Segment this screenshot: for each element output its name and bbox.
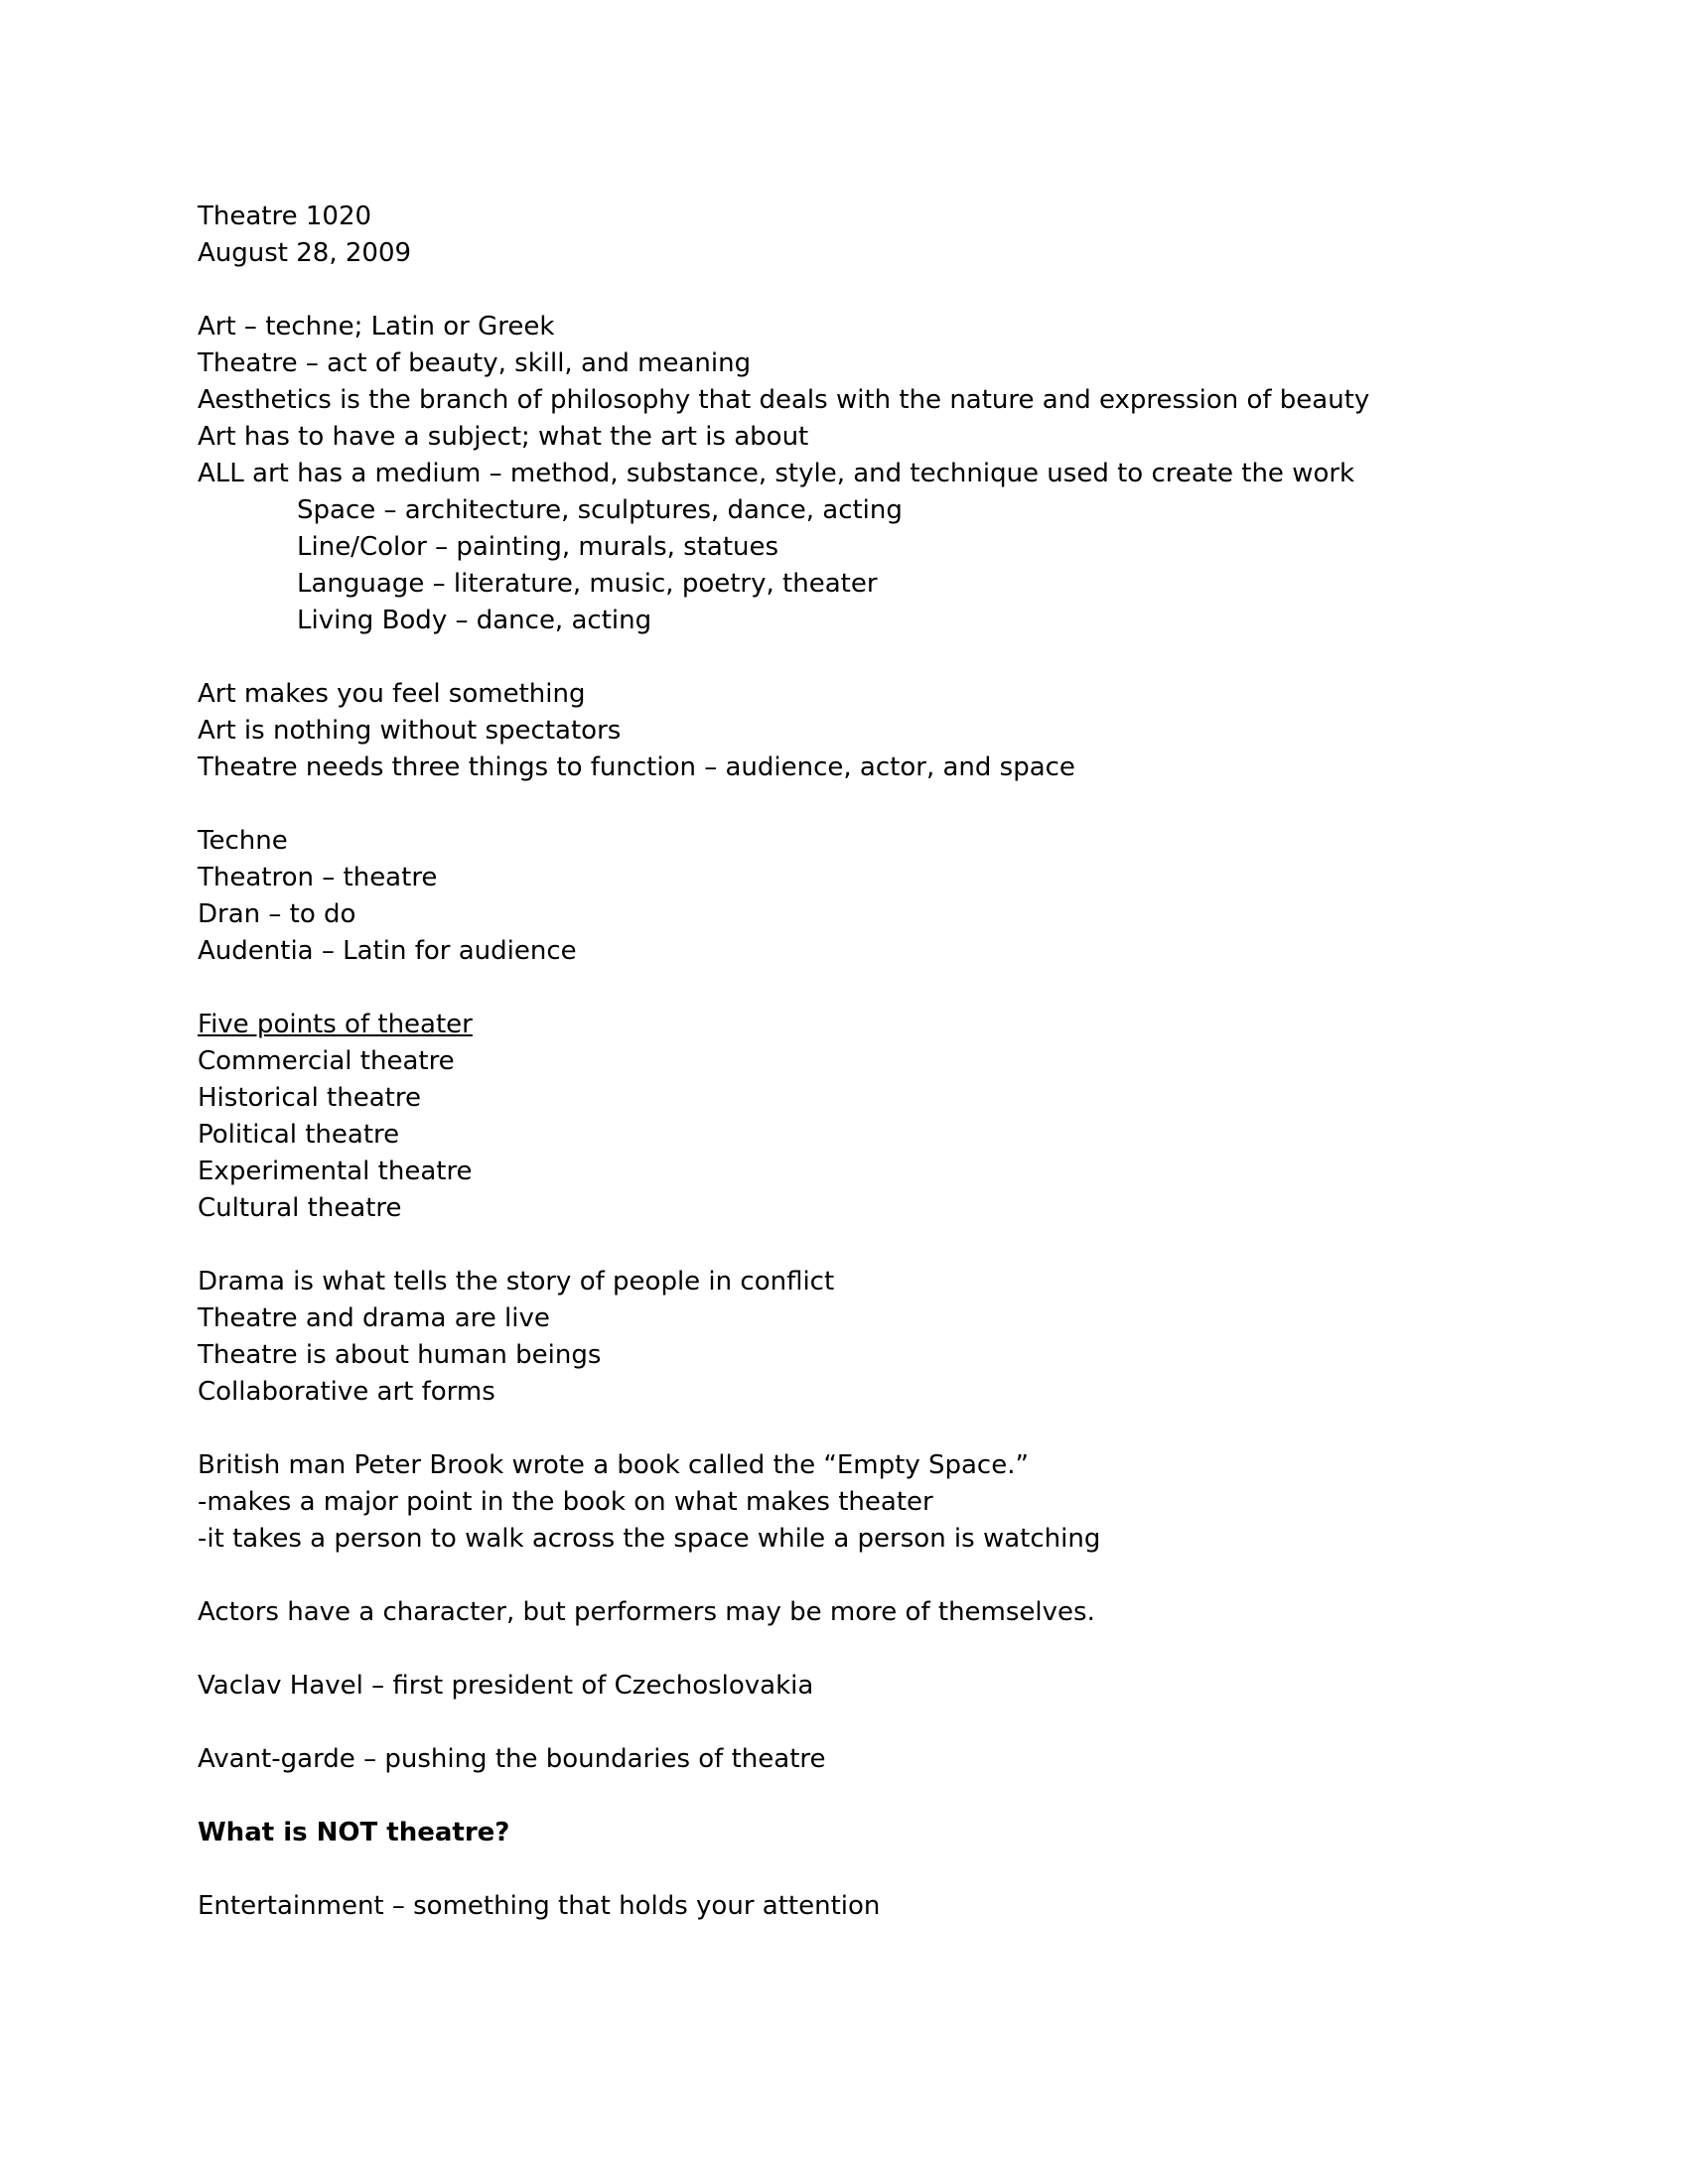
term-line: Dran – to do [198,899,356,929]
spacer [198,1778,1508,1815]
note-line: ALL art has a medium – method, substance, style, and technique used to create the work [198,459,1355,488]
spacer [198,1631,1508,1668]
spacer [198,1227,1508,1264]
note-line: Art – techne; Latin or Greek [198,312,555,341]
course-title: Theatre 1020 [198,202,372,231]
spacer [198,639,1508,676]
note-line: Theatre needs three things to function – audience, actor, and space [198,752,1075,782]
spacer [198,970,1508,1007]
medium-item: Line/Color – painting, murals, statues [297,532,779,562]
note-line: British man Peter Brook wrote a book called the “Empty Space.” [198,1450,1029,1480]
spacer [198,1851,1508,1888]
five-points-item: Commercial theatre [198,1046,455,1076]
medium-item: Language – literature, music, poetry, theater [297,569,878,599]
note-line: Avant-garde – pushing the boundaries of theatre [198,1744,826,1774]
note-line: Theatre and drama are live [198,1303,550,1333]
spacer [198,1411,1508,1447]
five-points-heading: Five points of theater [198,1010,473,1039]
term-line: Techne [198,826,288,856]
note-line: Art makes you feel something [198,679,586,709]
document-page [198,199,1508,1925]
note-line: Collaborative art forms [198,1377,495,1407]
spacer [198,1558,1508,1594]
note-line: Vaclav Havel – first president of Czechoslovakia [198,1671,814,1701]
note-line: -it takes a person to walk across the space while a person is watching [198,1524,1101,1554]
medium-item: Space – architecture, sculptures, dance, acting [297,495,903,525]
note-line: Aesthetics is the branch of philosophy that deals with the nature and expression of beauty [198,385,1370,415]
spacer [198,786,1508,823]
note-line: Entertainment – something that holds your attention [198,1891,881,1921]
note-line: Actors have a character, but performers may be more of themselves. [198,1597,1095,1627]
spacer [198,272,1508,309]
note-line: Art has to have a subject; what the art is about [198,422,809,452]
medium-item: Living Body – dance, acting [297,606,652,635]
note-line: Theatre – act of beauty, skill, and meaning [198,348,752,378]
term-line: Theatron – theatre [198,863,438,892]
term-line: Audentia – Latin for audience [198,936,577,966]
note-line: Art is nothing without spectators [198,716,622,746]
five-points-item: Historical theatre [198,1083,421,1113]
five-points-heading-row [198,1007,1508,1043]
note-line: -makes a major point in the book on what makes theater [198,1487,933,1517]
note-line: Drama is what tells the story of people in conflict [198,1267,835,1297]
not-theatre-heading: What is NOT theatre? [198,1818,510,1847]
document-date: August 28, 2009 [198,238,412,268]
five-points-item: Cultural theatre [198,1193,402,1223]
five-points-item: Experimental theatre [198,1157,473,1186]
five-points-item: Political theatre [198,1120,400,1150]
spacer [198,1705,1508,1741]
note-line: Theatre is about human beings [198,1340,602,1370]
